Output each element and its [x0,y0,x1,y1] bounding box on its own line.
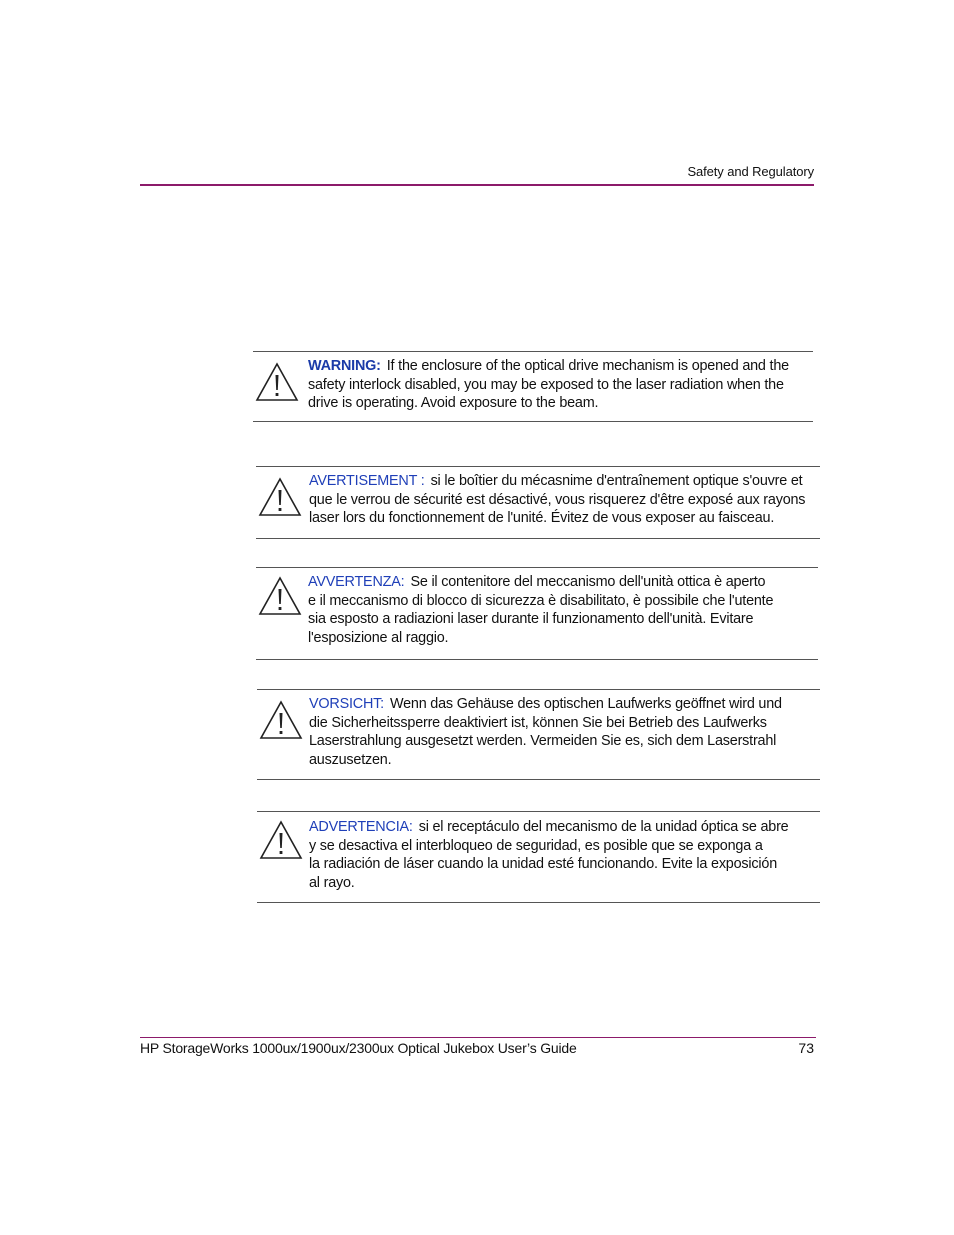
notice-line: WARNING: If the enclosure of the optical drive mechanism is opened and the [308,358,789,374]
notice-line: AVERTISEMENT : si le boîtier du mécasnime d'entraînement optique s'ouvre et [309,473,803,489]
notice-line: AVVERTENZA: Se il contenitore del meccanismo dell'unità ottica è aperto [308,574,766,590]
warning-notice-german [257,689,820,780]
warning-triangle-icon [259,700,303,740]
notice-line: y se desactiva el interbloqueo de seguridad, es posible que se exponga a [309,837,763,854]
footer-rule [140,1037,816,1038]
running-header: Safety and Regulatory [687,164,814,179]
notice-line: ADVERTENCIA: si el receptáculo del mecanismo de la unidad óptica se abre [309,819,789,835]
page-number: 73 [798,1040,814,1056]
notice-line: drive is operating. Avoid exposure to the beam. [308,395,599,411]
warning-triangle-icon [259,820,303,860]
notice-line: sia esposto a radiazioni laser durante il funzionamento dell'unità. Evitare [308,611,754,627]
warning-notice-english [253,351,813,422]
notice-line: laser lors du fonctionnement de l'unité. Évitez de vous exposer au faisceau. [309,510,775,526]
notice-body [308,357,789,413]
notice-label: WARNING: [308,358,381,374]
notice-label: VORSICHT: [309,696,384,712]
notice-line: que le verrou de sécurité est désactivé, vous risquerez d'être exposé aux rayons [309,491,806,508]
notice-label: ADVERTENCIA: [309,819,413,835]
warning-triangle-icon [258,477,302,517]
notice-line: la radiación de láser cuando la unidad esté funcionando. Evite la exposición [309,856,778,872]
notice-body [308,573,773,647]
header-rule [140,184,814,186]
notice-label: AVERTISEMENT : [309,473,425,489]
footer-guide-title: HP StorageWorks 1000ux/1900ux/2300ux Optical Jukebox User’s Guide [140,1040,577,1056]
notice-body [309,472,805,528]
warning-notice-italian [256,567,818,660]
notice-line: safety interlock disabled, you may be exposed to the laser radiation when the [308,376,784,393]
warning-notice-french [256,466,820,539]
notice-body [309,818,788,892]
notice-line: e il meccanismo di blocco di sicurezza è disabilitato, è possibile che l'utente [308,592,774,609]
notice-line: al rayo. [309,874,355,891]
notice-line: VORSICHT: Wenn das Gehäuse des optischen Laufwerks geöffnet wird und [309,696,782,712]
warning-triangle-icon [258,576,302,616]
notice-body [309,695,782,769]
notice-line: die Sicherheitssperre deaktiviert ist, können Sie bei Betrieb des Laufwerks [309,714,767,731]
notice-line: Laserstrahlung ausgesetzt werden. Vermeiden Sie es, sich dem Laserstrahl [309,733,777,749]
warning-notice-spanish [257,811,820,903]
notice-line: auszusetzen. [309,751,392,768]
notice-line: l'esposizione al raggio. [308,629,449,646]
warning-triangle-icon [255,362,299,402]
notice-label: AVVERTENZA: [308,574,405,590]
